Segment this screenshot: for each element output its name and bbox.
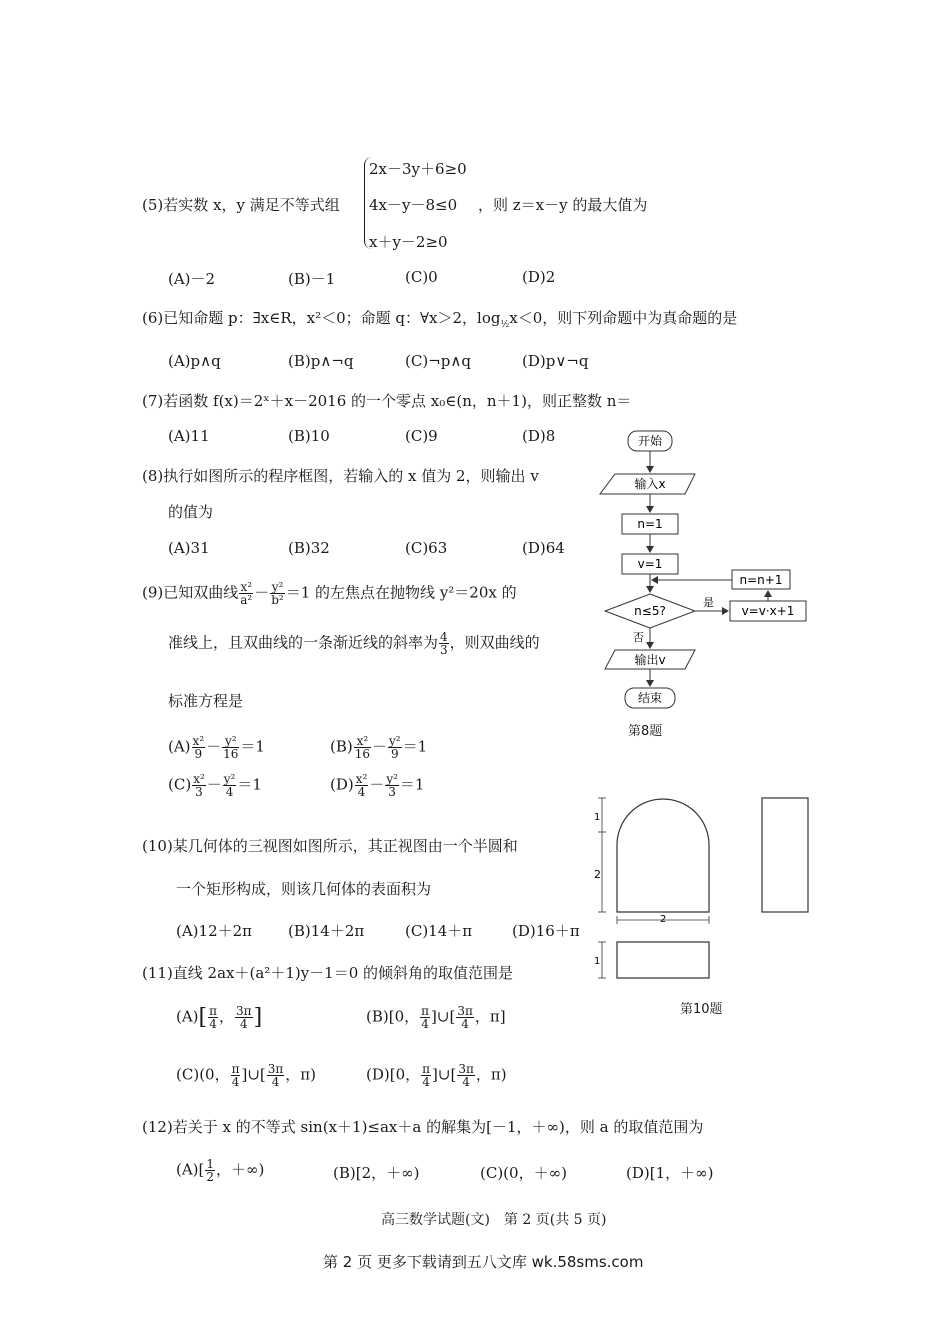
q11-b-p1: [0， — [388, 1007, 420, 1026]
q6-text-b: x＜0，则下列命题中为真命题的是 — [509, 309, 738, 327]
download-note: 第 2 页 更多下载请到五八文库 wk.58sms.com — [323, 1253, 644, 1271]
flowchart-yes-label: 是 — [703, 596, 714, 609]
q9-a-rhs: ＝1 — [240, 737, 265, 756]
q9-d-d2: 3 — [385, 785, 399, 798]
q9-line-2-a: 准线上，且双曲线的一条渐近线的斜率为 — [168, 633, 439, 652]
q5-lead: (5)若实数 x，y 满足不等式组 — [142, 196, 340, 214]
q10-line-2: 一个矩形构成，则该几何体的表面积为 — [176, 880, 432, 898]
q9-b-n1: x² — [356, 734, 369, 748]
q7-option-b: (B)10 — [288, 427, 330, 445]
q6-log-base: ½ — [500, 320, 510, 330]
q11-b-label: (B) — [366, 1007, 389, 1026]
q6-option-d: (D)p∨¬q — [522, 352, 589, 370]
q11-d-n1: π — [422, 1062, 431, 1076]
q11-text: (11)直线 2ax＋(a²＋1)y－1＝0 的倾斜角的取值范围是 — [142, 964, 514, 982]
q12-option-d: (D)[1，＋∞) — [626, 1164, 714, 1182]
q9-slope-den: 3 — [440, 643, 448, 657]
q8-option-d: (D)64 — [522, 539, 565, 557]
q8-option-a: (A)31 — [168, 539, 210, 557]
q9-c-n2: y² — [223, 772, 236, 786]
q9-d-n1: x² — [355, 772, 368, 786]
q10-line-1: (10)某几何体的三视图如图所示，其正视图由一个半圆和 — [142, 837, 518, 855]
q9-option-b: (B) $\frac{\text{x²}}{16}$ － $\frac{\text{y²}}{9}$ ＝1 — [330, 734, 428, 761]
q12-option-b: (B)[2，＋∞) — [333, 1164, 420, 1182]
dim-bottom-label: 1 — [594, 956, 601, 967]
dim-top-label: 1 — [594, 812, 601, 823]
q11-c-p3: ，π) — [285, 1065, 317, 1084]
q9-frac-x — [239, 581, 253, 606]
q9-a-d2: 16 — [223, 747, 239, 761]
q11-a-label: (A) — [176, 1007, 199, 1026]
q11-c-p2: ]∪[ — [241, 1065, 266, 1084]
q7-option-d: (D)8 — [522, 427, 556, 445]
q5-option-d: (D)2 — [522, 268, 556, 286]
q9-line-2 — [168, 631, 540, 656]
q11-d-p2: ]∪[ — [432, 1065, 457, 1084]
q11-a-open: [ — [198, 1005, 208, 1030]
q11-d-label: (D) — [366, 1065, 390, 1084]
q9-option-a-label: (A) — [168, 737, 191, 756]
q9-b-d1: 16 — [354, 747, 371, 761]
flowchart-caption: 第8题 — [628, 724, 663, 739]
q9-b-rhs: ＝1 — [402, 737, 428, 756]
q11-c-d2: 4 — [267, 1075, 285, 1088]
q9-line-1-a: (9)已知双曲线 — [142, 583, 239, 602]
flowchart-init-n-label: n=1 — [637, 517, 663, 531]
q11-b-n1: π — [421, 1004, 430, 1018]
q12-a-num: 1 — [206, 1157, 215, 1171]
q10-option-c: (C)14＋π — [405, 922, 473, 940]
q11-option-d — [366, 1063, 507, 1088]
q11-d-d1: 4 — [422, 1075, 430, 1089]
q11-option-a — [176, 1005, 262, 1030]
q10-option-d: (D)16＋π — [512, 922, 580, 940]
q9-slope — [439, 631, 449, 656]
page-number-label: 高三数学试题(文) 第 2 页(共 5 页) — [381, 1212, 607, 1228]
q8-option-b: (B)32 — [288, 539, 330, 557]
q9-line-3: 标准方程是 — [168, 692, 244, 710]
q9-line-1: (9)已知双曲线 $\frac{\text{x²}}{\text{a²}}$ － $\frac{\text{y²}}{\text{b²}}$ ＝1 的左焦点在抛物线 y²＝20x 的 — [142, 580, 517, 607]
flowchart-update-v-label: v=v·x+1 — [741, 604, 795, 618]
q6-option-b: (B)p∧¬q — [288, 352, 354, 370]
flowchart-input-label: 输入x — [634, 477, 666, 491]
q9-frac-y-den: b² — [271, 593, 284, 607]
q9-a-n1: x² — [192, 734, 205, 748]
q10-option-a: (A)12＋2π — [176, 922, 253, 940]
q9-option-c-label: (C) — [168, 775, 192, 794]
flowchart-condition-label: n≤5? — [634, 604, 666, 618]
q7-text: (7)若函数 f(x)＝2ˣ＋x－2016 的一个零点 x₀∈(n，n＋1)，则正整数 n＝ — [142, 392, 632, 410]
q9-b-n2: y² — [389, 734, 401, 748]
q9-slope-num: 4 — [440, 630, 448, 644]
q11-a-n1: π — [209, 1004, 218, 1018]
q11-option-b — [366, 1005, 506, 1030]
q12-a-label: (A)[ — [176, 1160, 205, 1179]
q11-d-p1: [0， — [389, 1065, 421, 1084]
q8-option-c: (C)63 — [405, 539, 448, 557]
q12-option-a — [176, 1158, 264, 1183]
q6-text-a: (6)已知命题 p：∃x∈R，x²＜0；命题 q：∀x＞2，log — [142, 309, 501, 327]
q9-option-b-label: (B) — [330, 737, 353, 756]
q5-option-a: (A)－2 — [168, 270, 216, 288]
q5-option-b: (B)－1 — [288, 270, 336, 288]
q9-line-1-b: ＝1 的左焦点在抛物线 y²＝20x 的 — [285, 583, 517, 602]
q11-d-n2: 3π — [458, 1062, 474, 1076]
q5-tail: ，则 z＝x－y 的最大值为 — [478, 196, 648, 214]
q6-text — [142, 307, 737, 330]
q8-line-1: (8)执行如图所示的程序框图，若输入的 x 值为 2，则输出 v — [142, 467, 539, 485]
q11-c-n2: 3π — [267, 1062, 284, 1076]
q5-inequality-1: 2x－3y＋6≥0 — [369, 160, 467, 178]
q12-a-tail: ，＋∞) — [216, 1160, 265, 1179]
q5-inequality-2: 4x－y－8≤0 — [369, 196, 458, 214]
q10-option-b: (B)14＋2π — [288, 922, 365, 940]
flowchart-start-label: 开始 — [637, 434, 663, 448]
q11-b-p3: ，π] — [474, 1007, 506, 1026]
flowchart-end-label: 结束 — [637, 691, 663, 705]
dim-width-label: 2 — [660, 914, 667, 925]
flowchart-diagram — [595, 425, 820, 725]
q11-b-d2: 4 — [456, 1017, 474, 1030]
q11-c-p1: (0， — [199, 1065, 230, 1084]
q9-a-d1: 9 — [192, 747, 206, 760]
q9-frac-y — [270, 581, 285, 606]
q6-option-a: (A)p∧q — [168, 352, 221, 370]
front-view — [617, 799, 709, 912]
q11-d-d2: 4 — [457, 1075, 475, 1088]
q5-inequality-3: x＋y－2≥0 — [369, 233, 448, 251]
q11-option-c — [176, 1063, 316, 1088]
q9-d-d1: 4 — [355, 785, 369, 798]
q9-frac-y-num: y² — [271, 580, 284, 594]
q9-c-rhs: ＝1 — [237, 775, 262, 794]
flowchart-no-label: 否 — [633, 631, 644, 644]
q9-frac-x-den: a² — [240, 593, 253, 607]
q7-option-a: (A)11 — [168, 427, 210, 445]
q9-line-2-b: ，则双曲线的 — [449, 633, 540, 652]
three-view-caption: 第10题 — [680, 1002, 723, 1017]
q8-line-2: 的值为 — [168, 503, 214, 521]
q11-a-close: ] — [253, 1005, 263, 1030]
q11-b-d1: 4 — [421, 1017, 429, 1031]
q11-a-d2: 4 — [235, 1017, 253, 1030]
q11-a-n2: 3π — [236, 1004, 252, 1018]
q11-a-sep: ， — [219, 1007, 235, 1026]
q11-a-d1: 4 — [209, 1017, 217, 1031]
q11-c-label: (C) — [176, 1065, 200, 1084]
top-view — [617, 942, 709, 978]
side-view — [762, 798, 808, 912]
q6-option-c: (C)¬p∧q — [405, 352, 471, 370]
q12-text: (12)若关于 x 的不等式 sin(x＋1)≤ax＋a 的解集为[－1，＋∞)，则 a 的取值范围为 — [142, 1118, 704, 1136]
q9-d-n2: y² — [386, 772, 398, 786]
three-view-diagram — [590, 790, 820, 990]
dim-height-label: 2 — [594, 868, 601, 881]
q9-a-n2: y² — [224, 734, 237, 748]
flowchart-output-label: 输出v — [634, 653, 666, 667]
q7-option-c: (C)9 — [405, 427, 438, 445]
q9-c-n1: x² — [193, 772, 205, 786]
q12-a-den: 2 — [206, 1170, 215, 1184]
q9-d-rhs: ＝1 — [399, 775, 425, 794]
q11-c-n1: π — [231, 1062, 240, 1076]
q12-option-c: (C)(0，＋∞) — [480, 1164, 567, 1182]
q11-b-p2: ]∪[ — [431, 1007, 456, 1026]
q11-d-p3: ，π) — [475, 1065, 507, 1084]
q9-option-d: (D) $\frac{\text{x²}}{4}$ － $\frac{\text{y²}}{3}$ ＝1 — [330, 772, 425, 799]
q9-c-d2: 4 — [223, 785, 237, 798]
q11-c-d1: 4 — [231, 1075, 240, 1089]
q11-b-n2: 3π — [457, 1004, 473, 1018]
flowchart-init-v-label: v=1 — [637, 557, 663, 571]
flowchart-update-n-label: n=n+1 — [739, 573, 783, 587]
q9-frac-x-num: x² — [240, 580, 253, 594]
q9-b-d2: 9 — [388, 747, 402, 760]
q9-option-a: (A) $\frac{\text{x²}}{9}$ － $\frac{\text{y²}}{16}$ ＝1 — [168, 734, 265, 761]
q9-option-c: (C) $\frac{\text{x²}}{3}$ － $\frac{\text{y²}}{4}$ ＝1 — [168, 772, 262, 799]
q5-option-c: (C)0 — [405, 268, 438, 286]
q9-c-d1: 3 — [192, 785, 206, 798]
q9-option-d-label: (D) — [330, 775, 354, 794]
